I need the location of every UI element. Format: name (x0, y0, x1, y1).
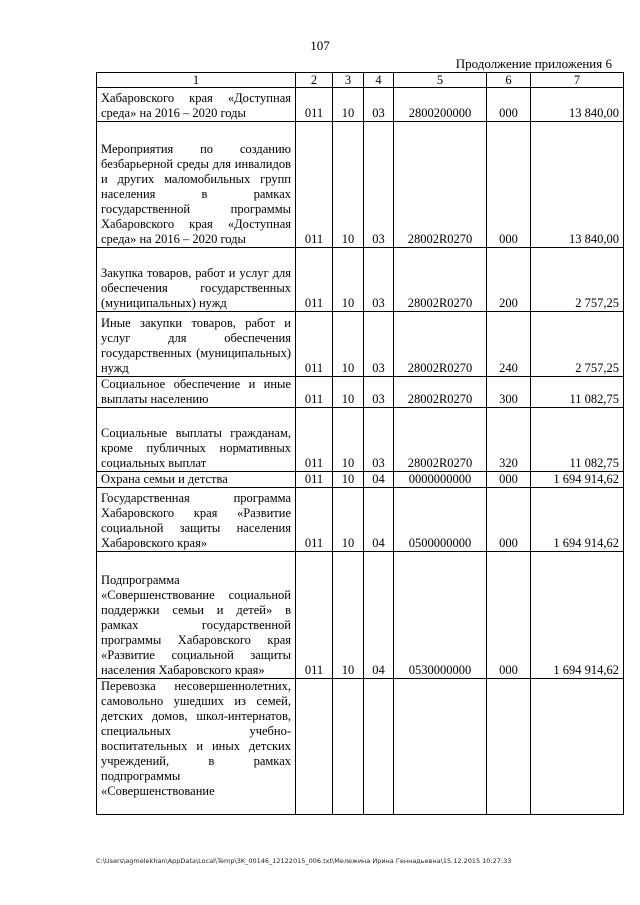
table-row (97, 248, 624, 312)
expense-type-cell: 000 (487, 88, 531, 122)
budget-table (96, 72, 624, 815)
target-article-cell: 28002R0270 (394, 408, 487, 472)
column-header: 2 (296, 73, 333, 88)
subsection-cell: 03 (364, 88, 394, 122)
target-article-cell: 2800200000 (394, 88, 487, 122)
subsection-cell: 04 (364, 472, 394, 488)
subsection-cell: 03 (364, 377, 394, 408)
section-cell (333, 679, 364, 815)
subsection-cell: 03 (364, 408, 394, 472)
target-article-cell: 0500000000 (394, 488, 487, 552)
admin-code-cell: 011 (296, 408, 333, 472)
amount-cell: 11 082,75 (531, 408, 624, 472)
table-row (97, 552, 624, 679)
row-name-cell: Социальное обеспечение и иные выплаты населению (97, 377, 296, 408)
table-header-row (97, 73, 624, 88)
subsection-cell: 04 (364, 488, 394, 552)
table-row (97, 472, 624, 488)
subsection-cell: 04 (364, 552, 394, 679)
admin-code-cell: 011 (296, 88, 333, 122)
expense-type-cell: 320 (487, 408, 531, 472)
admin-code-cell (296, 679, 333, 815)
table-row (97, 488, 624, 552)
row-name-cell: Социальные выплаты гражданам, кроме публичных нормативных социальных выплат (97, 408, 296, 472)
amount-cell: 1 694 914,62 (531, 552, 624, 679)
row-name-cell: Перевозка несовершеннолетних, самовольно ушедших из семей, детских домов, школ-интернатов, специальных учебно-воспитательных и иных детских учреждений, в рамках подпрограммы «Совершенствование (97, 679, 296, 815)
column-header: 5 (394, 73, 487, 88)
amount-cell: 1 694 914,62 (531, 472, 624, 488)
admin-code-cell: 011 (296, 248, 333, 312)
section-cell: 10 (333, 312, 364, 377)
target-article-cell: 0530000000 (394, 552, 487, 679)
admin-code-cell: 011 (296, 312, 333, 377)
subsection-cell: 03 (364, 122, 394, 248)
amount-cell: 13 840,00 (531, 88, 624, 122)
amount-cell: 11 082,75 (531, 377, 624, 408)
target-article-cell: 0000000000 (394, 472, 487, 488)
column-header: 6 (487, 73, 531, 88)
expense-type-cell: 000 (487, 552, 531, 679)
section-cell: 10 (333, 377, 364, 408)
row-name-cell: Закупка товаров, работ и услуг для обеспечения государственных (муниципальных) нужд (97, 248, 296, 312)
row-name-cell: Подпрограмма «Совершенствование социальной поддержки семьи и детей» в рамках государственной программы Хабаровского края «Развитие социальной защиты населения Хабаровского края» (97, 552, 296, 679)
amount-cell: 13 840,00 (531, 122, 624, 248)
table-row (97, 122, 624, 248)
section-cell: 10 (333, 488, 364, 552)
admin-code-cell: 011 (296, 488, 333, 552)
expense-type-cell: 000 (487, 122, 531, 248)
subsection-cell: 03 (364, 312, 394, 377)
file-path-footer: C:\Users\agmelekhan\AppData\Local\Temp\3K_00146_12122015_006.txt\Мележина Ирина Геннадьевна\15.12.2015 10:27:33 (96, 857, 512, 865)
section-cell: 10 (333, 552, 364, 679)
admin-code-cell: 011 (296, 122, 333, 248)
table-row (97, 88, 624, 122)
row-name-cell: Охрана семьи и детства (97, 472, 296, 488)
amount-cell: 1 694 914,62 (531, 488, 624, 552)
target-article-cell (394, 679, 487, 815)
expense-type-cell: 240 (487, 312, 531, 377)
continuation-caption: Продолжение приложения 6 (455, 56, 612, 71)
target-article-cell: 28002R0270 (394, 122, 487, 248)
target-article-cell: 28002R0270 (394, 248, 487, 312)
admin-code-cell: 011 (296, 377, 333, 408)
expense-type-cell: 300 (487, 377, 531, 408)
admin-code-cell: 011 (296, 552, 333, 679)
column-header: 1 (97, 73, 296, 88)
section-cell: 10 (333, 472, 364, 488)
row-name-cell: Государственная программа Хабаровского края «Развитие социальной защиты населения Хабаровского края» (97, 488, 296, 552)
table-row (97, 408, 624, 472)
target-article-cell: 28002R0270 (394, 312, 487, 377)
table-row (97, 377, 624, 408)
subsection-cell: 03 (364, 248, 394, 312)
subsection-cell (364, 679, 394, 815)
section-cell: 10 (333, 122, 364, 248)
expense-type-cell: 000 (487, 472, 531, 488)
amount-cell: 2 757,25 (531, 248, 624, 312)
table-row (97, 679, 624, 815)
row-name-cell: Иные закупки товаров, работ и услуг для обеспечения государственных (муниципальных) нужд (97, 312, 296, 377)
amount-cell (531, 679, 624, 815)
row-name-cell: Мероприятия по созданию безбарьерной среды для инвалидов и других маломобильных групп населения в рамках государственной программы Хабаровского края «Доступная среда» на 2016 – 2020 годы (97, 122, 296, 248)
column-header: 7 (531, 73, 624, 88)
expense-type-cell: 200 (487, 248, 531, 312)
section-cell: 10 (333, 408, 364, 472)
admin-code-cell: 011 (296, 472, 333, 488)
column-header: 4 (364, 73, 394, 88)
expense-type-cell (487, 679, 531, 815)
row-name-cell: Хабаровского края «Доступная среда» на 2016 – 2020 годы (97, 88, 296, 122)
page-number: 107 (310, 38, 330, 53)
amount-cell: 2 757,25 (531, 312, 624, 377)
target-article-cell: 28002R0270 (394, 377, 487, 408)
section-cell: 10 (333, 88, 364, 122)
section-cell: 10 (333, 248, 364, 312)
expense-type-cell: 000 (487, 488, 531, 552)
column-header: 3 (333, 73, 364, 88)
table-row (97, 312, 624, 377)
